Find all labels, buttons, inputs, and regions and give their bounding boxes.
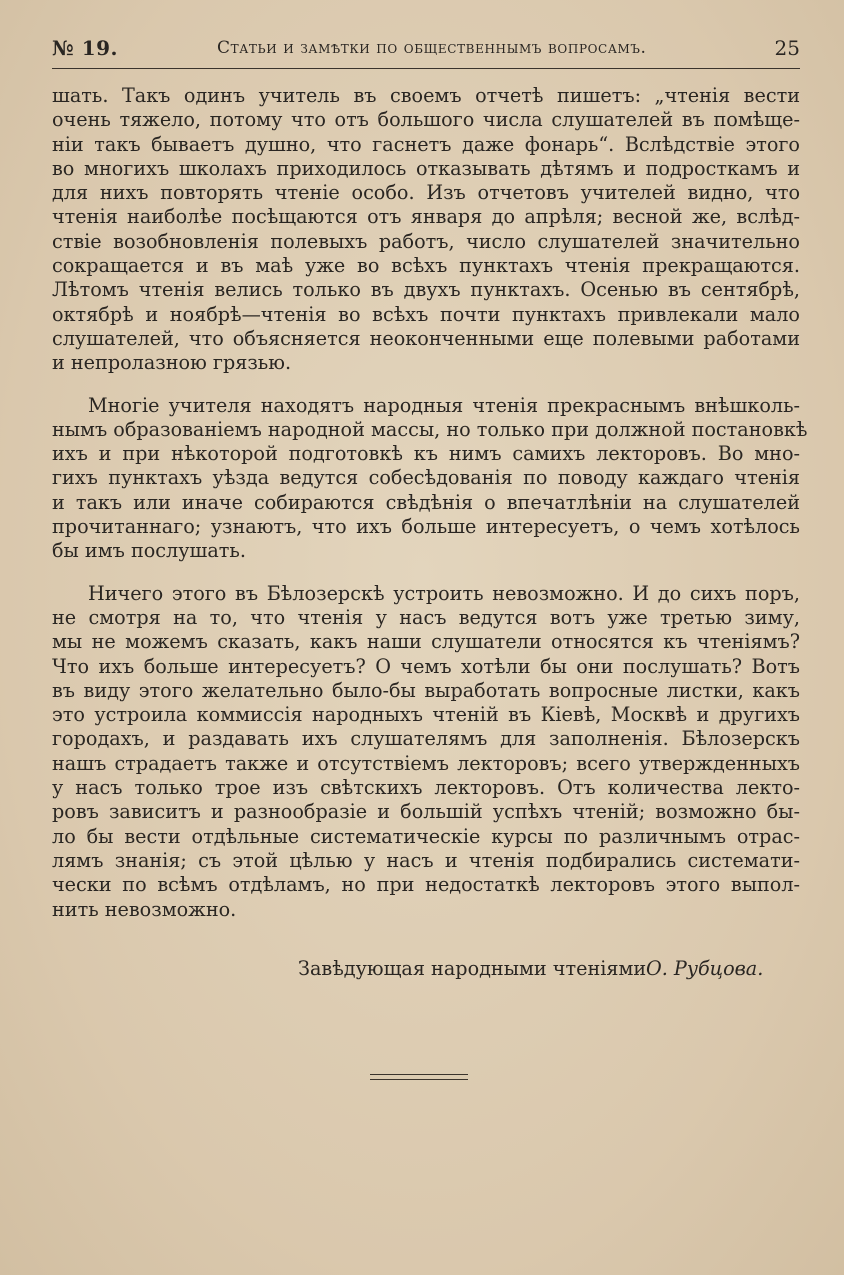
text-line: мы не можемъ сказать, какъ наши слушатели относятся къ чтеніямъ? [52, 630, 800, 654]
running-title: Статьи и замѣтки по общественнымъ вопросамъ. [217, 38, 647, 58]
page-header [52, 36, 800, 68]
text-line: октябрѣ и ноябрѣ—чтенія во всѣхъ почти пунктахъ привлекали мало [52, 302, 800, 326]
text-line: во многихъ школахъ приходилось отказывать дѣтямъ и подросткамъ и [52, 156, 800, 180]
text-line: и такъ или иначе собираются свѣдѣнія о впечатлѣніи на слушателей [52, 490, 800, 514]
text-line: гихъ пунктахъ уѣзда ведутся собесѣдованія по поводу каждаго чтенія [52, 466, 800, 490]
text-line: шать. Такъ одинъ учитель въ своемъ отчетѣ пишетъ: „чтенія вести [52, 84, 800, 107]
text-line: очень тяжело, потому что отъ большого числа слушателей въ помѣще- [52, 108, 800, 132]
text-line: нить невозможно. [52, 897, 237, 921]
text-line: для нихъ повторять чтеніе особо. Изъ отчетовъ учителей видно, что [52, 181, 800, 205]
text-line: слушателей, что объясняется неоконченными еще полевыми работами [52, 326, 800, 350]
text-line: это устроила коммиссія народныхъ чтеній въ Кіевѣ, Москвѣ и другихъ [52, 703, 800, 727]
text-line: лямъ знанія; съ этой цѣлью у насъ и чтенія подбирались системати- [52, 848, 800, 872]
signature-label: Завѣдующая народными чтеніями [298, 957, 647, 980]
issue-number: № 19. [52, 36, 118, 60]
text-line: прочитаннаго; узнаютъ, что ихъ больше интересуетъ, о чемъ хотѣлось [52, 515, 800, 539]
paragraph-gap [52, 376, 800, 394]
text-line: чтенія наиболѣе посѣщаются отъ января до апрѣля; весной же, вслѣд- [52, 205, 800, 229]
text-line: городахъ, и раздавать ихъ слушателямъ для заполненія. Бѣлозерскъ [52, 727, 800, 751]
text-line: ло бы вести отдѣльные систематическіе курсы по различнымъ отрас- [52, 824, 800, 848]
text-line: Лѣтомъ чтенія велись только въ двухъ пунктахъ. Осенью въ сентябрѣ, [52, 278, 800, 302]
text-line: Многіе учителя находятъ народныя чтенія прекраснымъ внѣшколь- [88, 393, 800, 417]
text-line: бы имъ послушать. [52, 539, 246, 563]
end-rule-top [370, 1074, 468, 1075]
paragraph [52, 393, 808, 564]
text-line: чески по всѣмъ отдѣламъ, но при недостаткѣ лекторовъ этого выпол- [52, 873, 800, 897]
paragraph [52, 84, 800, 376]
article-body [52, 84, 808, 922]
header-rule [52, 68, 800, 69]
text-line: у насъ только трое изъ свѣтскихъ лекторовъ. Отъ количества лекто- [52, 776, 800, 800]
text-line: не смотря на то, что чтенія у насъ ведутся вотъ уже третью зиму, [52, 605, 800, 629]
text-line: ровъ зависитъ и разнообразіе и большій успѣхъ чтеній; возможно бы- [52, 800, 800, 824]
paragraph [52, 582, 800, 922]
signature-name: О. Рубцова. [646, 957, 764, 980]
text-line: и непролазною грязью. [52, 351, 292, 375]
end-rule-bottom [370, 1079, 468, 1080]
text-line: ихъ и при нѣкоторой подготовкѣ къ нимъ самихъ лекторовъ. Во мно- [52, 442, 800, 466]
text-line: ствіе возобновленія полевыхъ работъ, число слушателей значительно [52, 229, 800, 253]
text-line: ніи такъ бываетъ душно, что гаснетъ даже фонарь“. Вслѣдствіе этого [52, 132, 800, 156]
paragraph-gap [52, 564, 800, 582]
page-number: 25 [774, 36, 800, 60]
text-line: Что ихъ больше интересуетъ? О чемъ хотѣли бы они послушать? Вотъ [52, 654, 800, 678]
text-line: нымъ образованіемъ народной массы, но только при должной постановкѣ [52, 417, 808, 441]
text-line: въ виду этого желательно было-бы выработать вопросные листки, какъ [52, 678, 800, 702]
text-line: Ничего этого въ Бѣлозерскѣ устроить невозможно. И до сихъ поръ, [88, 581, 800, 605]
text-line: сокращается и въ маѣ уже во всѣхъ пунктахъ чтенія прекращаются. [52, 254, 800, 278]
text-line: нашъ страдаетъ также и отсутствіемъ лекторовъ; всего утвержденныхъ [52, 751, 800, 775]
